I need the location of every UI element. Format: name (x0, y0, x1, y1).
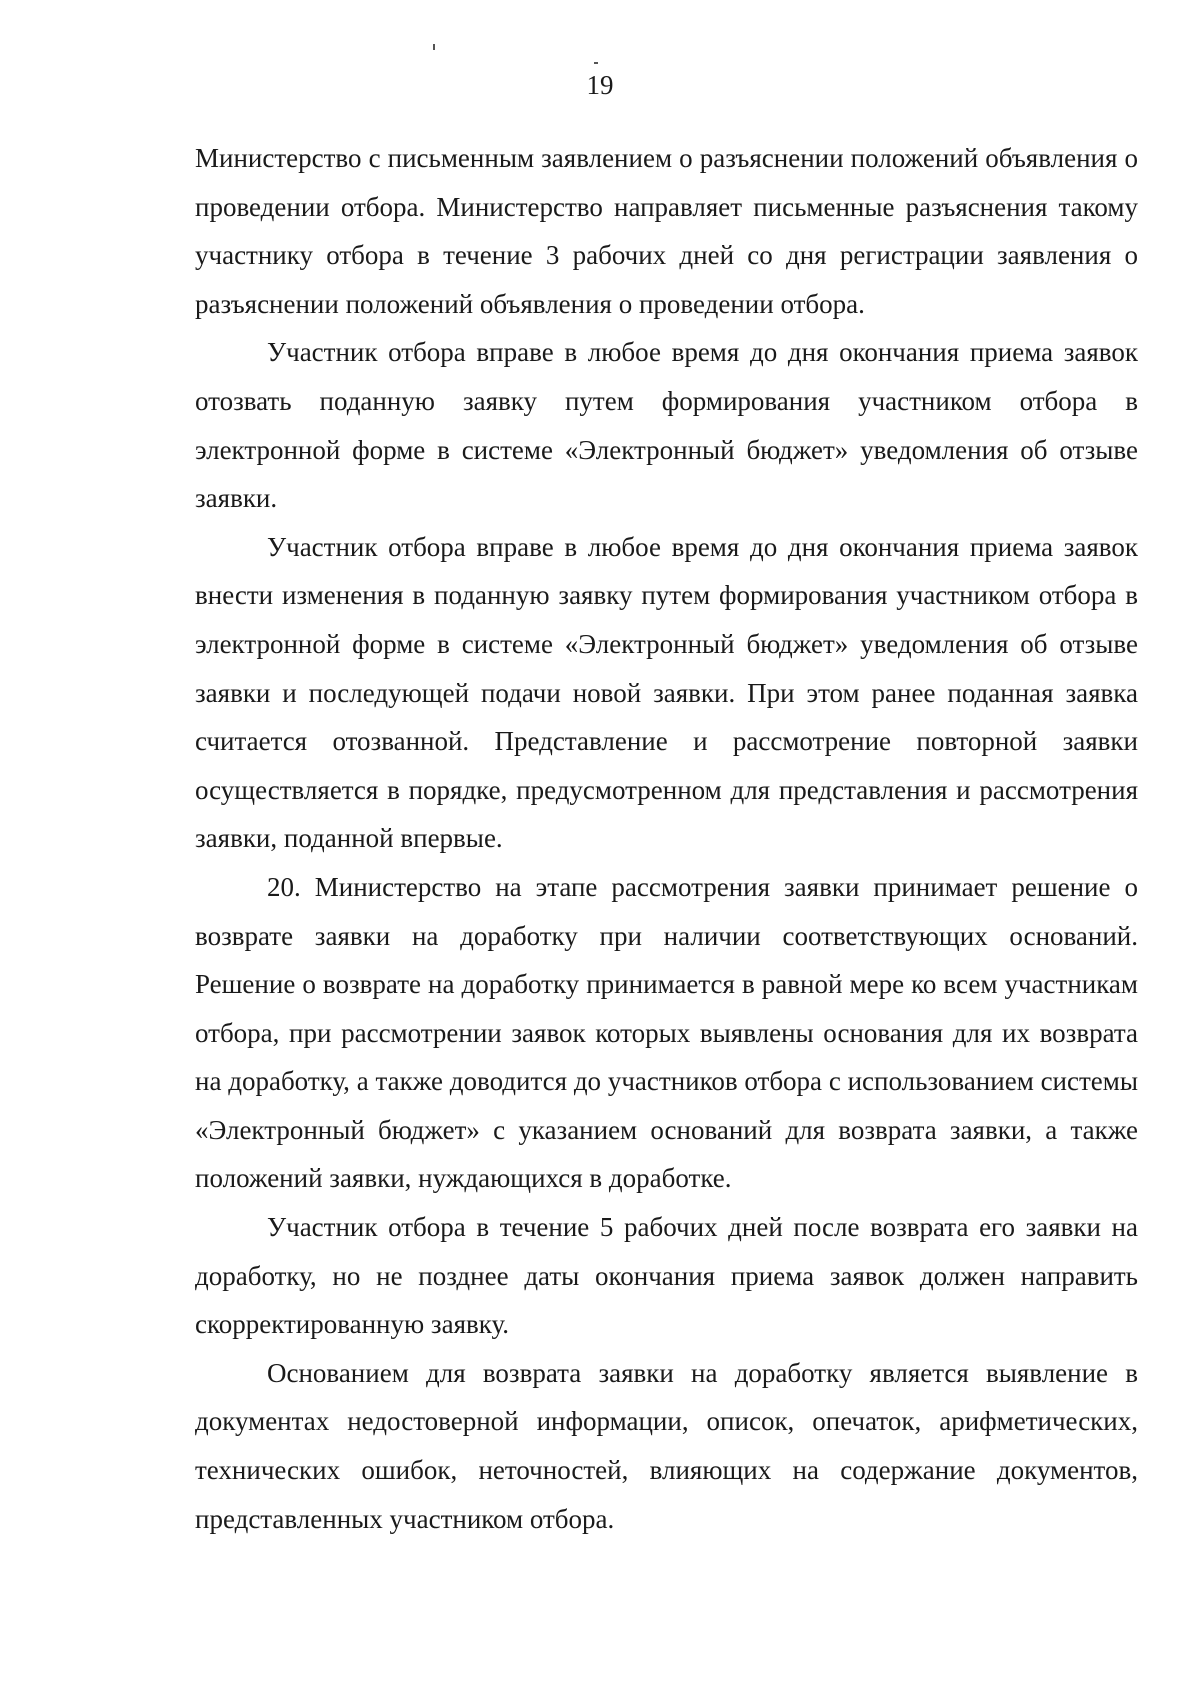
paragraph-clause-20: 20. Министерство на этапе рассмотрения заявки принимает решение о возврате заявки на доработку при наличии соответствующих оснований. Решение о возврате на доработку принимается в равной мере ко всем участникам отбора, при рассмотрении заявок которых выявлены основания для их возврата на доработку, а также доводится до участников отбора с использованием системы «Электронный бюджет» с указанием оснований для возврата заявки, а также положений заявки, нуждающихся в доработке. (195, 871, 1138, 1194)
paragraph-amend-application: Участник отбора вправе в любое время до дня окончания приема заявок внести изменения в поданную заявку путем формирования участником отбора в электронной форме в системе «Электронный бюджет» уведомления об отзыве заявки и последующей подачи новой заявки. При этом ранее поданная заявка считается отозванной. Представление и рассмотрение повторной заявки осуществляется в порядке, предусмотренном для представления и рассмотрения заявки, поданной впервые. (195, 531, 1138, 854)
page-number: 19 (586, 70, 614, 100)
paragraph-withdraw-application: Участник отбора вправе в любое время до дня окончания приема заявок отозвать поданную заявку путем формирования участником отбора в электронной форме в системе «Электронный бюджет» уведомления об отзыве заявки. (195, 337, 1138, 514)
scan-artifact (433, 44, 435, 50)
paragraph-return-grounds: Основанием для возврата заявки на доработку является выявление в документах недостоверной информации, описок, опечаток, арифметических, технических ошибок, неточностей, влияющих на содержание документов, представленных участником отбора. (195, 1357, 1138, 1534)
scan-artifact (594, 62, 598, 64)
paragraph-resubmission-deadline: Участник отбора в течение 5 рабочих дней после возврата его заявки на доработку, но не позднее даты окончания приема заявок должен направить скорректированную заявку. (195, 1212, 1138, 1340)
paragraph-continuation: Министерство с письменным заявлением о разъяснении положений объявления о проведении отбора. Министерство направляет письменные разъяснения такому участнику отбора в течение 3 рабочих дней со дня регистрации заявления о разъяснении положений объявления о проведении отбора. (195, 143, 1138, 319)
document-body (195, 134, 1138, 1543)
